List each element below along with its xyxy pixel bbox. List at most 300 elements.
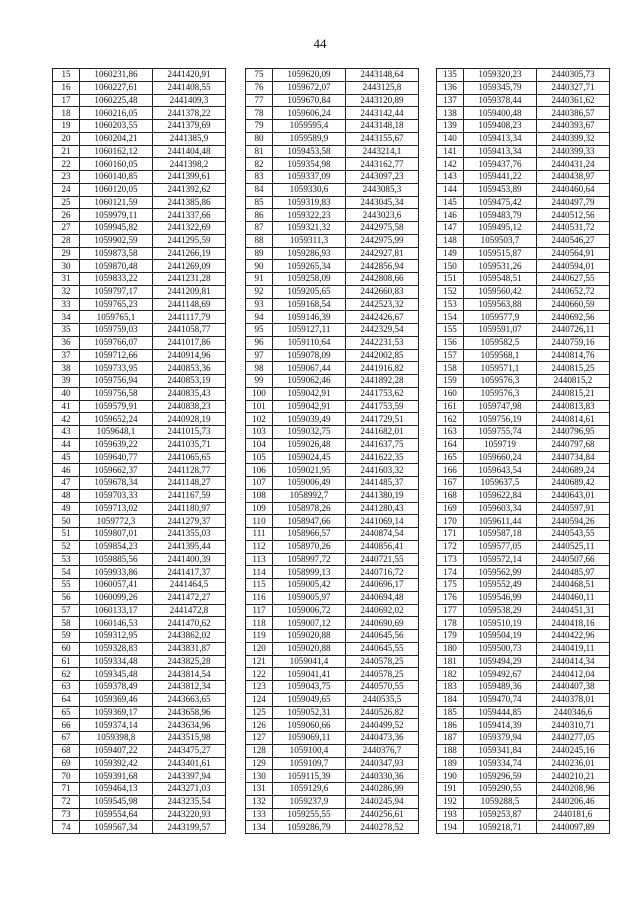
- table-row: [437, 183, 610, 196]
- table-row: [246, 132, 419, 145]
- y-coordinate-cell: 2440692,56: [537, 311, 610, 324]
- table-row: [246, 273, 419, 286]
- point-number-cell: 180: [437, 642, 464, 655]
- y-coordinate-cell: 2443862,02: [153, 630, 226, 643]
- x-coordinate-cell: 1059576,3: [464, 375, 537, 388]
- x-coordinate-cell: 1059870,48: [80, 260, 153, 273]
- point-number-cell: 145: [437, 196, 464, 209]
- point-number-cell: 42: [53, 413, 80, 426]
- point-number-cell: 122: [246, 668, 273, 681]
- table-row: [437, 298, 610, 311]
- x-coordinate-cell: 1059503,7: [464, 234, 537, 247]
- x-coordinate-cell: 1059719: [464, 438, 537, 451]
- point-number-cell: 44: [53, 438, 80, 451]
- table-row: [437, 438, 610, 451]
- x-coordinate-cell: 1059237,9: [273, 795, 346, 808]
- x-coordinate-cell: 1059494,29: [464, 655, 537, 668]
- point-number-cell: 62: [53, 668, 80, 681]
- x-coordinate-cell: 1059712,66: [80, 349, 153, 362]
- x-coordinate-cell: 1059286,93: [273, 247, 346, 260]
- y-coordinate-cell: 2443155,67: [346, 132, 419, 145]
- y-coordinate-cell: 2441322,69: [153, 222, 226, 235]
- y-coordinate-cell: 2443148,18: [346, 120, 419, 133]
- x-coordinate-cell: 1059413,34: [464, 145, 537, 158]
- x-coordinate-cell: 1059538,29: [464, 604, 537, 617]
- table-row: [246, 770, 419, 783]
- y-coordinate-cell: 2440814,61: [537, 413, 610, 426]
- x-coordinate-cell: 1059290,55: [464, 783, 537, 796]
- y-coordinate-cell: 2441337,66: [153, 209, 226, 222]
- x-coordinate-cell: 1060160,05: [80, 158, 153, 171]
- point-number-cell: 27: [53, 222, 80, 235]
- point-number-cell: 189: [437, 757, 464, 770]
- x-coordinate-cell: 1059378,49: [80, 681, 153, 694]
- y-coordinate-cell: 2440256,61: [346, 808, 419, 821]
- point-number-cell: 113: [246, 553, 273, 566]
- x-coordinate-cell: 1059311,3: [273, 234, 346, 247]
- y-coordinate-cell: 2443220,93: [153, 808, 226, 821]
- table-row: [246, 681, 419, 694]
- x-coordinate-cell: 1059330,6: [273, 183, 346, 196]
- y-coordinate-cell: 2440578,25: [346, 668, 419, 681]
- table-row: [246, 744, 419, 757]
- x-coordinate-cell: 1059759,03: [80, 324, 153, 337]
- point-number-cell: 97: [246, 349, 273, 362]
- table-row: [246, 451, 419, 464]
- point-number-cell: 159: [437, 375, 464, 388]
- y-coordinate-cell: 2440460,64: [537, 183, 610, 196]
- table-row: [53, 196, 226, 209]
- point-number-cell: 89: [246, 247, 273, 260]
- table-row: [53, 553, 226, 566]
- point-number-cell: 91: [246, 273, 273, 286]
- y-coordinate-cell: 2440286,99: [346, 783, 419, 796]
- point-number-cell: 191: [437, 783, 464, 796]
- x-coordinate-cell: 1059288,5: [464, 795, 537, 808]
- y-coordinate-cell: 2440327,71: [537, 81, 610, 94]
- x-coordinate-cell: 1059672,07: [273, 81, 346, 94]
- point-number-cell: 114: [246, 566, 273, 579]
- table-row: [53, 770, 226, 783]
- table-row: [246, 821, 419, 834]
- x-coordinate-cell: 1059218,71: [464, 821, 537, 834]
- table-row: [246, 438, 419, 451]
- y-coordinate-cell: 2440689,24: [537, 464, 610, 477]
- x-coordinate-cell: 1059475,42: [464, 196, 537, 209]
- x-coordinate-cell: 1059007,12: [273, 617, 346, 630]
- point-number-cell: 35: [53, 324, 80, 337]
- x-coordinate-cell: 1059453,89: [464, 183, 537, 196]
- table-row: [437, 515, 610, 528]
- table-row: [246, 81, 419, 94]
- table-row: [246, 642, 419, 655]
- x-coordinate-cell: 1059504,19: [464, 630, 537, 643]
- point-number-cell: 25: [53, 196, 80, 209]
- y-coordinate-cell: 2443120,89: [346, 94, 419, 107]
- y-coordinate-cell: 2441753,62: [346, 387, 419, 400]
- y-coordinate-cell: 2443515,98: [153, 732, 226, 745]
- y-coordinate-cell: 2441470,62: [153, 617, 226, 630]
- point-number-cell: 104: [246, 438, 273, 451]
- table-row: [53, 120, 226, 133]
- point-number-cell: 95: [246, 324, 273, 337]
- x-coordinate-cell: 1059589,9: [273, 132, 346, 145]
- y-coordinate-cell: 2441400,39: [153, 553, 226, 566]
- x-coordinate-cell: 1059146,39: [273, 311, 346, 324]
- table-row: [437, 770, 610, 783]
- x-coordinate-cell: 1059067,44: [273, 362, 346, 375]
- x-coordinate-cell: 1059115,39: [273, 770, 346, 783]
- x-coordinate-cell: 1060120,05: [80, 183, 153, 196]
- x-coordinate-cell: 1059662,37: [80, 464, 153, 477]
- point-number-cell: 107: [246, 477, 273, 490]
- y-coordinate-cell: 2440692,02: [346, 604, 419, 617]
- table-row: [246, 234, 419, 247]
- x-coordinate-cell: 1060099,26: [80, 591, 153, 604]
- point-number-cell: 57: [53, 604, 80, 617]
- y-coordinate-cell: 2441398,2: [153, 158, 226, 171]
- y-coordinate-cell: 2440689,42: [537, 477, 610, 490]
- table-row: [53, 808, 226, 821]
- y-coordinate-cell: 2441295,59: [153, 234, 226, 247]
- point-number-cell: 71: [53, 783, 80, 796]
- table-row: [246, 617, 419, 630]
- x-coordinate-cell: 1059670,84: [273, 94, 346, 107]
- table-row: [437, 579, 610, 592]
- table-row: [53, 719, 226, 732]
- y-coordinate-cell: 2440914,96: [153, 349, 226, 362]
- x-coordinate-cell: 1058947,66: [273, 515, 346, 528]
- y-coordinate-cell: 2442975,99: [346, 234, 419, 247]
- point-number-cell: 172: [437, 540, 464, 553]
- x-coordinate-cell: 1059321,32: [273, 222, 346, 235]
- table-row: [437, 387, 610, 400]
- y-coordinate-cell: 2441399,61: [153, 171, 226, 184]
- point-number-cell: 41: [53, 400, 80, 413]
- y-coordinate-cell: 2440721,55: [346, 553, 419, 566]
- table-row: [437, 107, 610, 120]
- table-row: [53, 324, 226, 337]
- x-coordinate-cell: 1059546,99: [464, 591, 537, 604]
- point-number-cell: 59: [53, 630, 80, 643]
- point-number-cell: 157: [437, 349, 464, 362]
- y-coordinate-cell: 2440236,01: [537, 757, 610, 770]
- table-row: [437, 553, 610, 566]
- point-number-cell: 131: [246, 783, 273, 796]
- table-row: [53, 693, 226, 706]
- table-row: [437, 744, 610, 757]
- y-coordinate-cell: 2441485,37: [346, 477, 419, 490]
- y-coordinate-cell: 2440546,27: [537, 234, 610, 247]
- point-number-cell: 94: [246, 311, 273, 324]
- point-number-cell: 74: [53, 821, 80, 834]
- y-coordinate-cell: 2443148,64: [346, 69, 419, 82]
- y-coordinate-cell: 2441916,82: [346, 362, 419, 375]
- x-coordinate-cell: 1059885,56: [80, 553, 153, 566]
- point-number-cell: 66: [53, 719, 80, 732]
- point-number-cell: 69: [53, 757, 80, 770]
- point-number-cell: 163: [437, 426, 464, 439]
- y-coordinate-cell: 2441622,35: [346, 451, 419, 464]
- x-coordinate-cell: 1059548,51: [464, 273, 537, 286]
- point-number-cell: 99: [246, 375, 273, 388]
- x-coordinate-cell: 1059567,34: [80, 821, 153, 834]
- point-number-cell: 36: [53, 336, 80, 349]
- y-coordinate-cell: 2440499,52: [346, 719, 419, 732]
- x-coordinate-cell: 1059253,87: [464, 808, 537, 821]
- table-row: [246, 528, 419, 541]
- point-number-cell: 80: [246, 132, 273, 145]
- point-number-cell: 120: [246, 642, 273, 655]
- y-coordinate-cell: 2442523,32: [346, 298, 419, 311]
- table-row: [53, 132, 226, 145]
- point-number-cell: 153: [437, 298, 464, 311]
- table-row: [53, 81, 226, 94]
- x-coordinate-cell: 1059041,4: [273, 655, 346, 668]
- point-number-cell: 16: [53, 81, 80, 94]
- y-coordinate-cell: 2440399,32: [537, 132, 610, 145]
- x-coordinate-cell: 1059354,98: [273, 158, 346, 171]
- table-row: [246, 324, 419, 337]
- point-number-cell: 24: [53, 183, 80, 196]
- y-coordinate-cell: 2441892,28: [346, 375, 419, 388]
- x-coordinate-cell: 1059334,74: [464, 757, 537, 770]
- table-row: [437, 566, 610, 579]
- table-row: [246, 247, 419, 260]
- point-number-cell: 193: [437, 808, 464, 821]
- point-number-cell: 29: [53, 247, 80, 260]
- point-number-cell: 55: [53, 579, 80, 592]
- point-number-cell: 137: [437, 94, 464, 107]
- x-coordinate-cell: 1059756,19: [464, 413, 537, 426]
- x-coordinate-cell: 1060146,53: [80, 617, 153, 630]
- table-row: [437, 196, 610, 209]
- y-coordinate-cell: 2441404,48: [153, 145, 226, 158]
- table-row: [53, 362, 226, 375]
- table-row: [246, 553, 419, 566]
- x-coordinate-cell: 1059652,24: [80, 413, 153, 426]
- y-coordinate-cell: 2441408,55: [153, 81, 226, 94]
- table-row: [53, 744, 226, 757]
- x-coordinate-cell: 1059595,4: [273, 120, 346, 133]
- point-number-cell: 158: [437, 362, 464, 375]
- x-coordinate-cell: 1059640,77: [80, 451, 153, 464]
- y-coordinate-cell: 2440431,24: [537, 158, 610, 171]
- table-row: [246, 209, 419, 222]
- y-coordinate-cell: 2440627,55: [537, 273, 610, 286]
- point-number-cell: 106: [246, 464, 273, 477]
- x-coordinate-cell: 1060216,05: [80, 107, 153, 120]
- point-number-cell: 79: [246, 120, 273, 133]
- table-row: [246, 400, 419, 413]
- table-row: [246, 298, 419, 311]
- point-number-cell: 186: [437, 719, 464, 732]
- y-coordinate-cell: 2443475,27: [153, 744, 226, 757]
- x-coordinate-cell: 1059703,33: [80, 489, 153, 502]
- table-row: [437, 120, 610, 133]
- y-coordinate-cell: 2440759,16: [537, 336, 610, 349]
- y-coordinate-cell: 2441472,8: [153, 604, 226, 617]
- y-coordinate-cell: 2441269,09: [153, 260, 226, 273]
- y-coordinate-cell: 2440853,19: [153, 375, 226, 388]
- point-number-cell: 142: [437, 158, 464, 171]
- table-row: [437, 783, 610, 796]
- point-number-cell: 119: [246, 630, 273, 643]
- table-row: [246, 515, 419, 528]
- point-number-cell: 155: [437, 324, 464, 337]
- y-coordinate-cell: 2440525,11: [537, 540, 610, 553]
- x-coordinate-cell: 1059060,66: [273, 719, 346, 732]
- table-row: [53, 630, 226, 643]
- table-row: [53, 617, 226, 630]
- table-row: [53, 158, 226, 171]
- table-row: [53, 311, 226, 324]
- y-coordinate-cell: 2440361,62: [537, 94, 610, 107]
- point-number-cell: 123: [246, 681, 273, 694]
- point-number-cell: 128: [246, 744, 273, 757]
- table-row: [437, 145, 610, 158]
- table-row: [437, 591, 610, 604]
- point-number-cell: 88: [246, 234, 273, 247]
- x-coordinate-cell: 1059374,14: [80, 719, 153, 732]
- x-coordinate-cell: 1059052,31: [273, 706, 346, 719]
- point-number-cell: 130: [246, 770, 273, 783]
- table-row: [53, 107, 226, 120]
- point-number-cell: 103: [246, 426, 273, 439]
- point-number-cell: 48: [53, 489, 80, 502]
- x-coordinate-cell: 1058992,7: [273, 489, 346, 502]
- table-row: [53, 222, 226, 235]
- y-coordinate-cell: 2440422,96: [537, 630, 610, 643]
- table-row: [53, 795, 226, 808]
- point-number-cell: 161: [437, 400, 464, 413]
- x-coordinate-cell: 1059042,91: [273, 387, 346, 400]
- point-number-cell: 34: [53, 311, 80, 324]
- point-number-cell: 43: [53, 426, 80, 439]
- point-number-cell: 87: [246, 222, 273, 235]
- table-row: [246, 311, 419, 324]
- x-coordinate-cell: 1059660,24: [464, 451, 537, 464]
- table-row: [437, 336, 610, 349]
- table-row: [437, 413, 610, 426]
- table-row: [437, 642, 610, 655]
- y-coordinate-cell: 2440694,48: [346, 591, 419, 604]
- point-number-cell: 146: [437, 209, 464, 222]
- table-row: [246, 706, 419, 719]
- point-number-cell: 72: [53, 795, 80, 808]
- table-row: [246, 107, 419, 120]
- y-coordinate-cell: 2440814,76: [537, 349, 610, 362]
- table-row: [53, 579, 226, 592]
- x-coordinate-cell: 1059414,39: [464, 719, 537, 732]
- point-number-cell: 105: [246, 451, 273, 464]
- point-number-cell: 83: [246, 171, 273, 184]
- table-row: [246, 668, 419, 681]
- point-number-cell: 63: [53, 681, 80, 694]
- y-coordinate-cell: 2440412,04: [537, 668, 610, 681]
- x-coordinate-cell: 1059606,24: [273, 107, 346, 120]
- x-coordinate-cell: 1059258,09: [273, 273, 346, 286]
- table-row: [53, 732, 226, 745]
- y-coordinate-cell: 2440208,96: [537, 783, 610, 796]
- table-row: [437, 324, 610, 337]
- point-number-cell: 28: [53, 234, 80, 247]
- y-coordinate-cell: 2441017,86: [153, 336, 226, 349]
- y-coordinate-cell: 2440376,7: [346, 744, 419, 757]
- point-number-cell: 33: [53, 298, 80, 311]
- point-number-cell: 81: [246, 145, 273, 158]
- point-number-cell: 179: [437, 630, 464, 643]
- y-coordinate-cell: 2443199,57: [153, 821, 226, 834]
- x-coordinate-cell: 1059765,23: [80, 298, 153, 311]
- point-number-cell: 60: [53, 642, 80, 655]
- point-number-cell: 65: [53, 706, 80, 719]
- point-number-cell: 38: [53, 362, 80, 375]
- point-number-cell: 181: [437, 655, 464, 668]
- point-number-cell: 170: [437, 515, 464, 528]
- table-row: [53, 540, 226, 553]
- y-coordinate-cell: 2440690,69: [346, 617, 419, 630]
- x-coordinate-cell: 1060225,48: [80, 94, 153, 107]
- table-row: [53, 171, 226, 184]
- y-coordinate-cell: 2443825,28: [153, 655, 226, 668]
- x-coordinate-cell: 1059873,58: [80, 247, 153, 260]
- table-row: [53, 566, 226, 579]
- point-number-cell: 54: [53, 566, 80, 579]
- y-coordinate-cell: 2440278,52: [346, 821, 419, 834]
- x-coordinate-cell: 1059110,64: [273, 336, 346, 349]
- x-coordinate-cell: 1059127,11: [273, 324, 346, 337]
- y-coordinate-cell: 2441355,03: [153, 528, 226, 541]
- y-coordinate-cell: 2443045,34: [346, 196, 419, 209]
- table-row: [437, 426, 610, 439]
- y-coordinate-cell: 2440507,66: [537, 553, 610, 566]
- x-coordinate-cell: 1059042,91: [273, 400, 346, 413]
- x-coordinate-cell: 1059620,09: [273, 69, 346, 82]
- point-number-cell: 140: [437, 132, 464, 145]
- y-coordinate-cell: 2441420,91: [153, 69, 226, 82]
- x-coordinate-cell: 1059006,72: [273, 604, 346, 617]
- y-coordinate-cell: 2443814,54: [153, 668, 226, 681]
- point-number-cell: 52: [53, 540, 80, 553]
- table-row: [53, 477, 226, 490]
- table-row: [437, 681, 610, 694]
- point-number-cell: 165: [437, 451, 464, 464]
- table-row: [437, 477, 610, 490]
- table-row: [246, 375, 419, 388]
- x-coordinate-cell: 1059637,5: [464, 477, 537, 490]
- table-row: [53, 349, 226, 362]
- point-number-cell: 112: [246, 540, 273, 553]
- point-number-cell: 58: [53, 617, 80, 630]
- table-row: [246, 719, 419, 732]
- table-row: [437, 451, 610, 464]
- y-coordinate-cell: 2440838,23: [153, 400, 226, 413]
- y-coordinate-cell: 2441280,43: [346, 502, 419, 515]
- y-coordinate-cell: 2440393,67: [537, 120, 610, 133]
- table-row: [246, 196, 419, 209]
- x-coordinate-cell: 1059747,98: [464, 400, 537, 413]
- table-row: [53, 183, 226, 196]
- point-number-cell: 102: [246, 413, 273, 426]
- point-number-cell: 96: [246, 336, 273, 349]
- point-number-cell: 174: [437, 566, 464, 579]
- point-number-cell: 152: [437, 285, 464, 298]
- y-coordinate-cell: 2440564,91: [537, 247, 610, 260]
- x-coordinate-cell: 1059489,36: [464, 681, 537, 694]
- y-coordinate-cell: 2442660,83: [346, 285, 419, 298]
- y-coordinate-cell: 2441379,69: [153, 120, 226, 133]
